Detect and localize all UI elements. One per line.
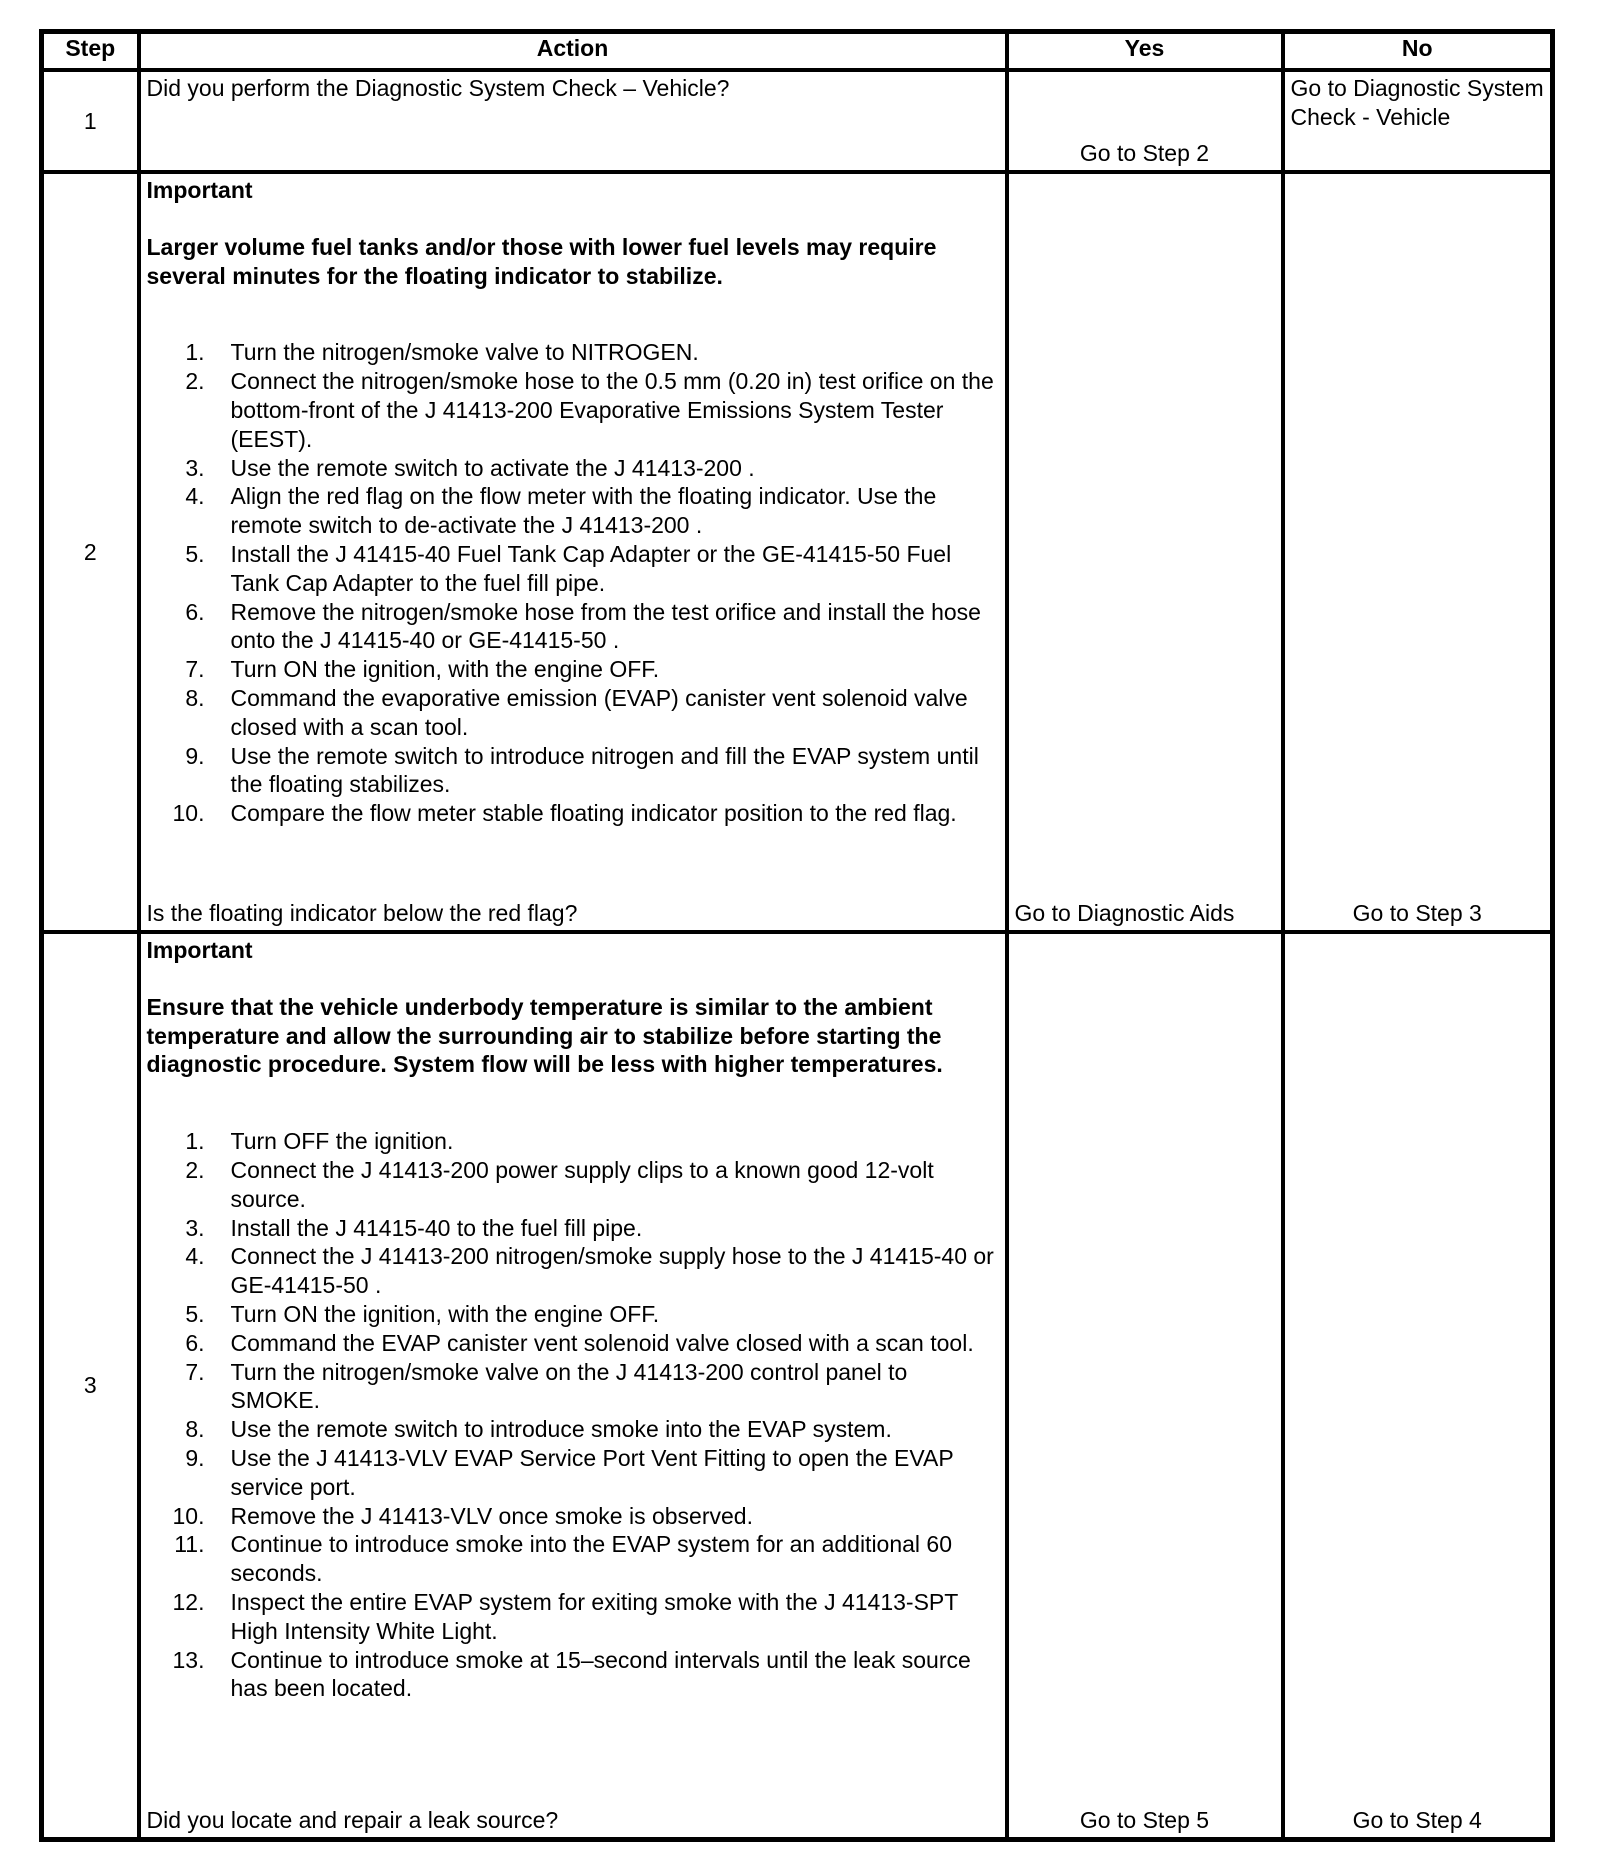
list-item [147,482,999,540]
item-text: Compare the flow meter stable floating indicator position to the red flag. [230,800,957,827]
item-text: Turn the nitrogen/smoke valve on the J 41413-200 control panel to SMOKE. [230,1358,908,1414]
header-step: Step [42,32,139,71]
item-number: 8. [185,1416,205,1443]
step-number: 1 [42,70,139,172]
action-cell [139,932,1007,1840]
list-item [147,1415,999,1444]
item-number: 4. [185,1243,205,1270]
step-number: 3 [42,932,139,1840]
list-item [147,367,999,453]
item-number: 1. [185,1128,205,1155]
table-row [42,932,1553,1840]
item-number: 10. [172,1502,205,1529]
list-item [147,799,999,828]
list-item [147,1358,999,1416]
item-text: Connect the J 41413-200 nitrogen/smoke supply hose to the J 41415-40 or GE-41415-50 . [230,1243,994,1299]
list-item [147,742,999,800]
no-cell: Go to Diagnostic System Check - Vehicle [1283,70,1553,172]
item-number: 11. [174,1531,205,1558]
item-number: 13. [172,1646,205,1673]
item-text: Continue to introduce smoke at 15–second intervals until the leak source has been located. [230,1646,971,1702]
yes-cell: Go to Step 5 [1007,932,1283,1840]
item-number: 3. [185,454,205,481]
action-cell: Did you perform the Diagnostic System Check – Vehicle? [139,70,1007,172]
item-text: Use the remote switch to introduce smoke into the EVAP system. [230,1416,892,1443]
item-text: Turn ON the ignition, with the engine OFF. [230,656,660,683]
item-text: Use the J 41413-VLV EVAP Service Port Vent Fitting to open the EVAP service port. [230,1444,954,1500]
important-note: Ensure that the vehicle underbody temperature is similar to the ambient temperature and allow the surrounding air to stabilize before starting the diagnostic procedure. System flow will be less with higher temperatures. [146,993,943,1078]
important-note: Larger volume fuel tanks and/or those with lower fuel levels may require several minutes for the floating indicator to stabilize. [146,233,937,289]
item-number: 3. [185,1214,205,1241]
list-item [147,598,999,656]
item-number: 7. [185,656,205,683]
important-label: Important [146,177,253,203]
table-row [42,172,1553,932]
no-cell: Go to Step 4 [1283,932,1553,1840]
item-number: 6. [185,598,205,625]
item-number: 2. [185,1156,205,1183]
yes-cell: Go to Diagnostic Aids [1007,172,1283,932]
item-text: Install the J 41415-40 Fuel Tank Cap Adapter or the GE-41415-50 Fuel Tank Cap Adapter to the fuel fill pipe. [230,540,952,596]
no-cell: Go to Step 3 [1283,172,1553,932]
list-item [147,1530,999,1588]
item-number: 10. [172,800,205,827]
item-number: 1. [185,339,205,366]
item-text: Command the evaporative emission (EVAP) canister vent solenoid valve closed with a scan tool. [230,684,968,740]
procedure-list [147,1127,999,1703]
item-number: 5. [185,540,205,567]
item-text: Connect the nitrogen/smoke hose to the 0.5 mm (0.20 in) test orifice on the bottom-front of the J 41413-200 Evaporative Emissions System Tester (EEST). [230,368,994,452]
list-item [147,1444,999,1502]
item-number: 4. [185,483,205,510]
item-text: Remove the nitrogen/smoke hose from the test orifice and install the hose onto the J 41415-40 or GE-41415-50 . [230,598,981,654]
item-text: Install the J 41415-40 to the fuel fill pipe. [230,1214,643,1241]
item-text: Turn OFF the ignition. [230,1128,454,1155]
item-text: Turn ON the ignition, with the engine OFF. [230,1300,660,1327]
item-text: Use the remote switch to introduce nitrogen and fill the EVAP system until the floating stabilizes. [230,742,979,798]
action-cell [139,172,1007,932]
header-yes: Yes [1007,32,1283,71]
diagnostic-table [39,29,1555,1842]
header-no: No [1283,32,1553,71]
item-text: Use the remote switch to activate the J 41413-200 . [230,454,755,481]
item-number: 12. [172,1588,205,1615]
item-number: 7. [185,1358,205,1385]
item-text: Inspect the entire EVAP system for exiting smoke with the J 41413-SPT High Intensity White Light. [230,1588,958,1644]
list-item [147,1300,999,1329]
list-item [147,1214,999,1243]
question: Is the floating indicator below the red flag? [146,900,578,927]
item-number: 8. [185,684,205,711]
procedure-list [147,338,999,828]
item-text: Command the EVAP canister vent solenoid valve closed with a scan tool. [230,1329,974,1356]
list-item [147,655,999,684]
list-item [147,1502,999,1531]
list-item [147,1242,999,1300]
item-text: Connect the J 41413-200 power supply clips to a known good 12-volt source. [230,1156,934,1212]
yes-cell: Go to Step 2 [1007,70,1283,172]
item-number: 6. [185,1329,205,1356]
important-label: Important [146,937,253,963]
list-item [147,540,999,598]
list-item [147,338,999,367]
step-number: 2 [42,172,139,932]
table-row [42,70,1553,172]
item-number: 2. [185,368,205,395]
list-item [147,1646,999,1704]
item-text: Continue to introduce smoke into the EVAP system for an additional 60 seconds. [230,1531,953,1587]
question: Did you locate and repair a leak source? [146,1807,559,1834]
list-item [147,1329,999,1358]
item-text: Turn the nitrogen/smoke valve to NITROGEN. [230,339,699,366]
header-action: Action [139,32,1007,71]
item-number: 9. [185,742,205,769]
header-row [42,32,1553,71]
list-item [147,1127,999,1156]
item-text: Remove the J 41413-VLV once smoke is observed. [230,1502,753,1529]
item-text: Align the red flag on the flow meter with the floating indicator. Use the remote switch to de-activate the J 41413-200 . [230,483,937,539]
list-item [147,1588,999,1646]
list-item [147,684,999,742]
list-item [147,454,999,483]
item-number: 9. [185,1444,205,1471]
list-item [147,1156,999,1214]
item-number: 5. [185,1300,205,1327]
